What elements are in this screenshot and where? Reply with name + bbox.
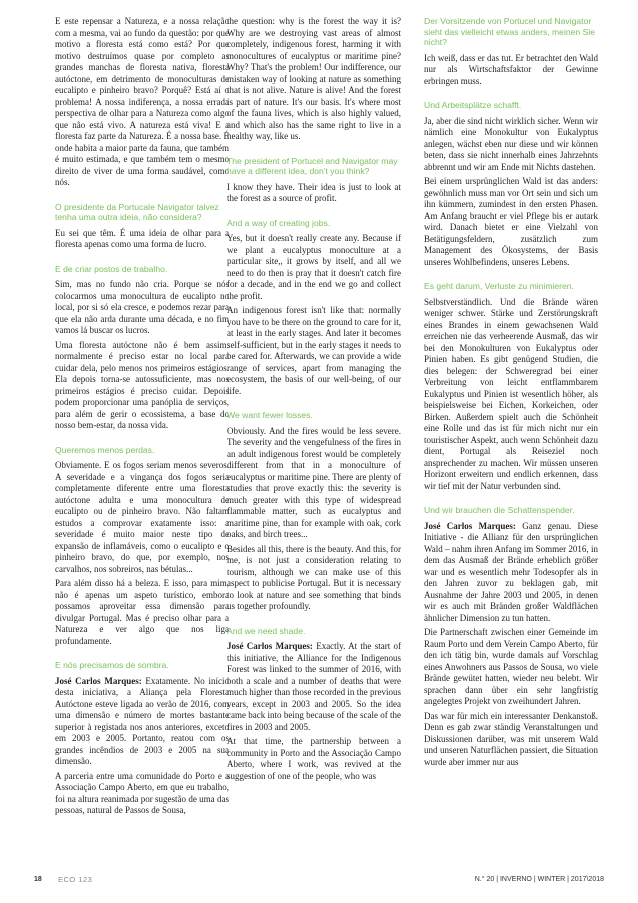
paragraph: Para além disso há a beleza. E isso, para mim, não é apenas um aspeto turístico, embora possamos aproveitar essa dimensão para divulgar Portugal. Mas é preciso olhar para a Natureza e ver algo que nos liga profundamente. [55, 578, 229, 646]
paragraph: Die Partnerschaft zwischen einer Gemeinde im Raum Porto und dem Verein Campo Aberto, für den ich tätig bin, wurde damals auf Vorschlag eines Anwohners aus Passos de Sousa, wo viele Brände gewütet hatten, wieder neu belebt. Wir sprachen dann über ein sehr langfristig angelegtes Projekt von zweihundert Jahren. [424, 627, 598, 706]
paragraph: the question: why is the forest the way it is? Why are we destroying vast areas of almost completely, indigenous forest, harming it with monocultures of eucalyptus or maritime pine? Why? That's the problem! Our indifference, our mistaken way of looking at nature as something that is not alive. Nature is alive! And the forest is part of nature. It's our basis. It's where most of the fauna lives, which is also highly valued, and which also has the same right to live in a healthy way, like us. [227, 16, 401, 141]
paragraph: An indigenous forest isn't like that: normally you have to be there on the ground to care for it, at least in the early stages. And later it becomes self-sufficient, but in the early stages it needs to be cared for. Afterwards, we can provide a wide range of services, apart from managing the ecosystem, the basis of our well-being, of our life. [227, 305, 401, 396]
paragraph [227, 641, 401, 733]
interview-question: Es geht darum, Verluste zu minimieren. [424, 281, 574, 291]
paragraph: Ja, aber die sind nicht wirklich sicher. Wenn wir nämlich eine Monokultur von Eukalyptus anlegen, wächst eben nur diese und wir können beten, dass sie nicht innerhalb eines Jahrzehnts abbrennt und wir am Ende mit Nichts dastehen. [424, 115, 598, 172]
paragraph: I know they have. Their idea is just to look at the forest as a source of profit. [227, 181, 401, 203]
paragraph: Obviously. And the fires would be less severe. The severity and the vengefulness of the fires in an adult indigenous forest would be completely different from that in a monoculture of eucalyptus or maritime pine. There are plenty of studies that prove exactly this: the severity is much greater with this type of widespread flammable matter, such as eucalyptus and maritime pine, than for example with oak, cork oaks, and birch trees... [227, 425, 401, 539]
paragraph: Ich weiß, dass er das tut. Er betrachtet den Wald nur als Wirtschaftsfaktor der Gewinne erbringen muss. [424, 52, 598, 86]
speaker-name: José Carlos Marques: [424, 520, 516, 531]
interview-question: The president of Portucel and Navigator may have a different idea, don't you think? [227, 155, 398, 176]
paragraph: Yes, but it doesn't really create any. Because if we plant a eucalyptus monoculture at a particular site,, it grows by itself, and all we need to do then is pray that it doesn't catch fire for a decade, and in the end we go and collect the profit. [227, 233, 401, 301]
paragraph: Bei einem ursprünglichen Wald ist das anders: gewöhnlich muss man vor Ort sein und sich um ihn kümmern, zumindest in den ersten Phasen. Am Anfang braucht er viel Pflege bis er autark wird. Danach bietet er eine Vielzahl von Betätigungsfeldern, zusätzlich zum Management des Ökosystems, der Basis unseres Wohlbefindens, unseres Lebens. [424, 176, 598, 267]
paragraph: Sim, mas no fundo não cria. Porque se nós colocarmos uma monocultura de eucalipto no local, por si só ela cresce, e podemos rezar para que ela não arda durante uma década, e no fim vamos lá buscar os lucros. [55, 279, 229, 335]
interview-question: E nós precisamos de sombra. [55, 660, 169, 670]
paragraph: A parceria entre uma comunidade do Porto e a Associação Campo Aberto, em que eu trabalho, foi na altura reanimada por sugestão de uma das pessoas, natural de Passos de Sousa, [55, 770, 229, 815]
interview-question: Und Arbeitsplätze schafft. [424, 100, 522, 110]
paragraph: Selbstverständlich. Und die Brände wären weniger schwer. Stärke und Zerstörungskraft eines Brandes in einem gewachsenen Wald erreichen nie das verheerende Ausmaß, das wir bei den Monokulturen von Eukalyptus oder Pinien haben. Es gibt genügend Studien, die dies belegen: der Schweregrad bei einer Verbreitung von leicht entflammbarem Eukalyptus und Pinien ist wesentlich höher, als beispielsweise bei Eichen, Korkeichen, oder Birken. Außerdem spielt auch die Schönheit eine Rolle und das ist für mich nicht nur ein touristischer Aspekt, auch wenn Schönheit dazu dient, Portugal als Reiseziel noch ansprechender zu machen. Wir müssen unseren Horizont erweitern und endlich erkennen, dass wir tief mit der Natur verbunden sind. [424, 296, 598, 491]
paragraph-text: Exactly. At the start of this initiative, the Alliance for the Indigenous Forest was linked to the summer of 2016, with both a scale and a number of deaths that were much higher than those recorded in the previous years, except in 2003 and 2005. So the idea came back into being because of the scale of the fires in 2003 and 2005. [227, 641, 401, 732]
speaker-name: José Carlos Marques: [227, 641, 313, 651]
paragraph [55, 676, 229, 768]
paragraph: E este repensar a Natureza, e a nossa relação com a mesma, vai ao fundo da questão: por que motivo a floresta está como está? Por que motivo destruímos quase por completo as grandes manchas de floresta nativa, floresta autóctone, em detrimento de monoculturas de eucalipto e pinheiro bravo? Porquê? Está aí o problema! A nossa indiferença, a nossa errada perspectiva de olhar para a Natureza como algo que não está vivo. A natureza está viva! E a floresta faz parte da Natureza. É a nossa base. É onde habita a maior parte da fauna, que também é muito estimada, e que também tem o mesmo direito de viver de uma forma saudável, como nós. [55, 16, 229, 187]
paragraph: Obviamente. E os fogos seriam menos severos. A severidade e a vingança dos fogos seria completamente diferente entre uma floresta autóctone adulta e uma monocultura de eucalipto ou de pinheiro bravo. Não faltam estudos a comprovar exatamente isso: a severidade é muito maior neste tipo de expansão de inflamáveis, como o eucalipto e o pinheiro bravo, do que, por exemplo, nos carvalhos, nos sobreiros, nas bétulas... [55, 460, 229, 574]
paragraph-text: Exatamente. No início desta iniciativa, a Aliança pela Floresta Autóctone esteve ligada ao verão de 2016, com uma dimensão e número de mortes bastante superior à registada nos anos anteriores, exceto em 2003 e 2005. Portanto, reatou com os grandes incêndios de 2003 e 2005 na sua dimensão. [55, 675, 229, 766]
issue-info: N.° 20 | INVERNO | WINTER | 2017\2018 [474, 876, 604, 883]
magazine-logo: ECO 123 [58, 875, 93, 884]
paragraph: Uma floresta autóctone não é bem assim: normalmente é preciso estar no local para cuidar dela, pelo menos nos primeiros estágios. Ela depois torna-se autossuficiente, mas nos primeiros estágios é preciso cuidar. Depois podem proporcionar uma panóplia de serviços, para além de gerir o ecossistema, a base do nosso bem-estar, da nossa vida. [55, 339, 229, 430]
paragraph: Das war für mich ein interessanter Denkanstoß. Denn es gab zwar ständig Veranstaltungen und Diskussionen darüber, was mit unserem Wald und unseren Naturflächen passiert, die Situation wurde aber immer nur aus [424, 710, 598, 767]
paragraph [424, 521, 598, 625]
column-portuguese [55, 16, 229, 820]
page-number: 18 [34, 876, 42, 883]
interview-question: Und wir brauchen die Schattenspender. [424, 505, 575, 515]
column-english [227, 16, 401, 785]
paragraph-text: Ganz genau. Diese Initiative - die Allianz für den ursprünglichen Wald – nahm ihren Anfang im Sommer 2016, in dem das Ausmaß der Brände erheblich größer war und es wesentlich mehr Todesopfer als in den Jahren zuvor zu beklagen gab, mit Ausnahme der Jahre 2003 und 2005, in denen wir es auch mit Bränden großer Waldflächen ähnlicher Dimension zu tun hatten. [424, 520, 598, 623]
paragraph: Besides all this, there is the beauty. And this, for me, is not just a consideration relating to tourism, although we can make use of this aspect to publicise Portugal. But it is necessary to look at nature and see something that binds us together profoundly. [227, 543, 401, 611]
interview-question: E de criar postos de trabalho. [55, 263, 168, 274]
interview-question: We want fewer losses. [227, 410, 313, 420]
interview-question: Queremos menos perdas. [55, 444, 155, 455]
interview-question: And a way of creating jobs. [227, 217, 331, 228]
paragraph: Eu sei que têm. É uma ideia de olhar para a floresta apenas como uma forma de lucro. [55, 227, 229, 249]
speaker-name: José Carlos Marques: [55, 675, 142, 686]
interview-question: And we need shade. [227, 625, 306, 636]
column-german [424, 16, 598, 771]
interview-question: O presidente da Portucale Navigator talvez tenha uma outra ideia, não considera? [55, 201, 219, 222]
interview-question: Der Vorsitzende von Portucel und Navigator sieht das vielleicht etwas anders, meinen Sie nicht? [424, 16, 596, 47]
paragraph: At that time, the partnership between a community in Porto and the Associação Campo Aberto, where I work, was revived at the suggestion of one of the people, who was [227, 736, 401, 781]
